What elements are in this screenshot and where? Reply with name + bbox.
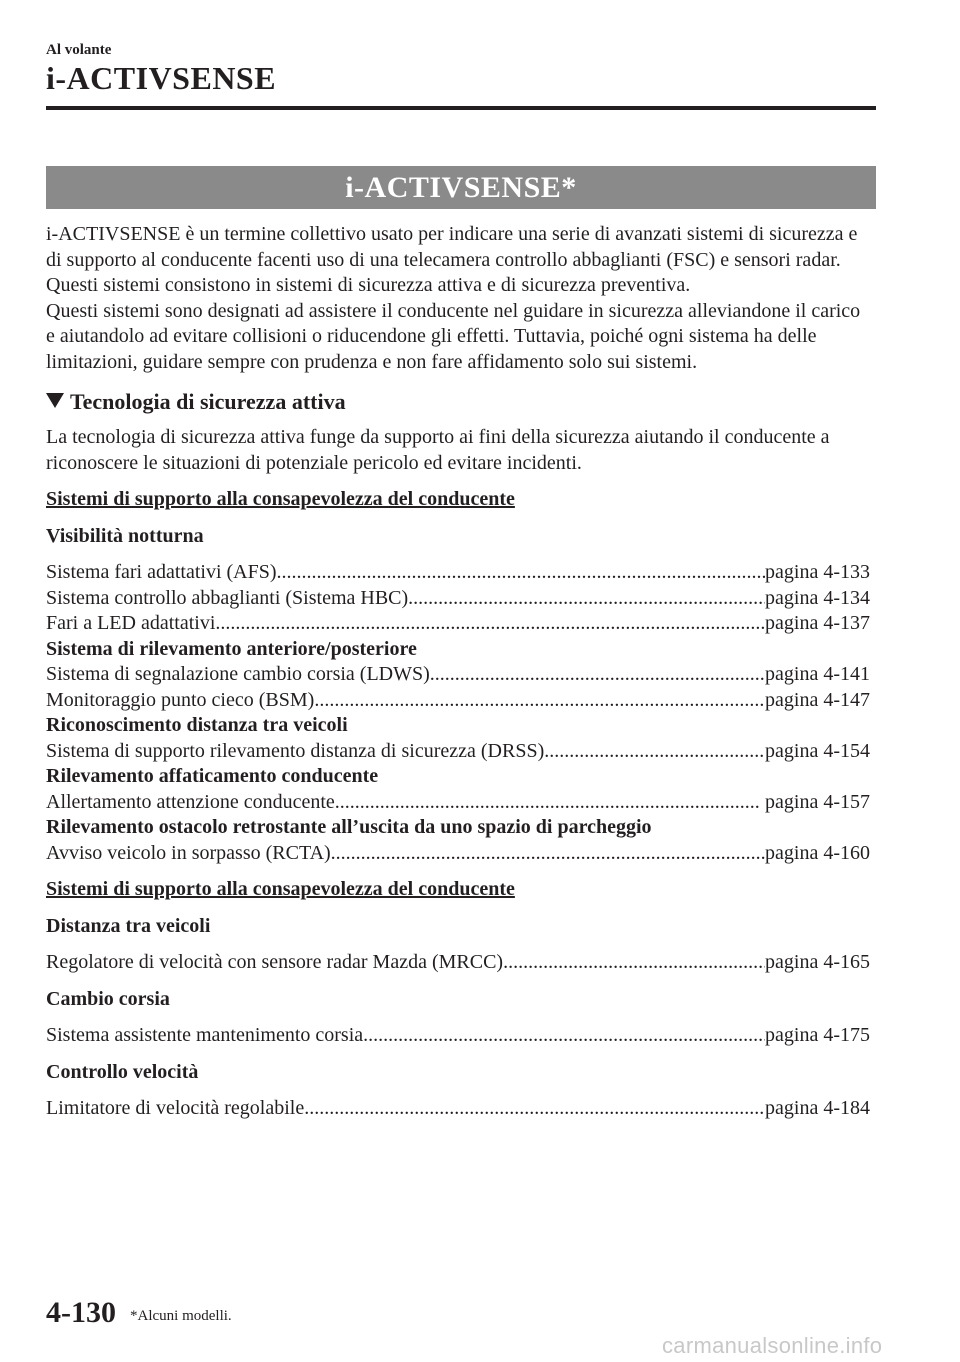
toc-entry[interactable] <box>46 1023 870 1049</box>
lane-change-heading: Cambio corsia <box>46 987 170 1010</box>
intro-paragraph-2: Questi sistemi sono designati ad assistere il conducente nel guidare in sicurezza alleviandone il carico e aiutandolo ad evitare collisioni o riducendone gli effetti. Tuttavia, poiché ogni sistema ha delle limitazioni, guidare sempre con prudenza e non fare affidamento solo sui sistemi. <box>46 299 861 373</box>
toc-entry-label: Sistema di supporto rilevamento distanza di sicurezza (DRSS) <box>46 739 545 762</box>
toc-entry-label: Fari a LED adattativi <box>46 612 216 634</box>
toc-entry-page: pagina 4-157 <box>760 790 870 813</box>
vehicle-distance-heading: Distanza tra veicoli <box>46 914 211 937</box>
toc-entry-label: Sistema di segnalazione cambio corsia (LDWS) <box>46 663 430 685</box>
toc-leader-dots <box>430 662 765 688</box>
watermark: carmanualsonline.info <box>662 1333 883 1358</box>
distance-recognition-heading: Riconoscimento distanza tra veicoli <box>46 714 348 736</box>
visibility-heading: Visibilità notturna <box>46 524 204 547</box>
toc-leader-dots <box>304 1096 765 1122</box>
speed-control-heading: Controllo velocità <box>46 1060 199 1083</box>
toc-entry-page: pagina 4-160 <box>765 841 870 864</box>
toc-entry-label: Sistema assistente mantenimento corsia <box>46 1024 364 1046</box>
toc-entry[interactable] <box>46 611 870 637</box>
toc-entry[interactable] <box>46 739 870 765</box>
toc-entry-label: Avviso veicolo in sorpasso (RCTA) <box>46 841 331 864</box>
toc-entry-page: pagina 4-154 <box>765 739 870 762</box>
toc-entry-page: pagina 4-147 <box>765 688 870 711</box>
toc-entry[interactable] <box>46 560 870 586</box>
toc-entry[interactable] <box>46 790 870 816</box>
toc-entry-label: Sistema fari adattativi (AFS) <box>46 561 277 583</box>
toc-entry-page: pagina 4-175 <box>765 1024 870 1046</box>
toc-entry-label: Regolatore di velocità con sensore radar Mazda (MRCC) <box>46 951 504 973</box>
toc-entry-page: pagina 4-137 <box>765 612 870 634</box>
footer-note: *Alcuni modelli. <box>130 1308 232 1324</box>
section-banner: i-ACTIVSENSE* <box>46 166 876 209</box>
group1-title: Sistemi di supporto alla consapevolezza del conducente <box>46 488 515 510</box>
toc-entry[interactable] <box>46 1096 870 1122</box>
page-content <box>46 222 870 1122</box>
toc-leader-dots <box>363 1023 765 1049</box>
subsection-heading <box>46 387 870 417</box>
header-title: i-ACTIVSENSE <box>46 60 277 96</box>
toc-entry-page: pagina 4-165 <box>765 951 870 973</box>
obstacle-heading: Rilevamento ostacolo retrostante all’uscita da uno spazio di parcheggio <box>46 816 652 838</box>
footer-page-number: 4-130 <box>46 1296 116 1329</box>
toc-entry[interactable] <box>46 662 870 688</box>
toc-entry-page: pagina 4-133 <box>765 561 870 583</box>
header-rule <box>46 106 876 110</box>
toc-entry[interactable] <box>46 586 870 612</box>
toc-entry-label: Monitoraggio punto cieco (BSM) <box>46 688 315 711</box>
subsection-heading-text: Tecnologia di sicurezza attiva <box>70 389 346 414</box>
toc-leader-dots <box>331 841 765 867</box>
toc-entry[interactable] <box>46 841 870 867</box>
toc-entry-page: pagina 4-134 <box>765 586 870 609</box>
toc-leader-dots <box>544 739 765 765</box>
toc-entry-page: pagina 4-184 <box>765 1097 870 1119</box>
subsection-paragraph: La tecnologia di sicurezza attiva funge da supporto ai fini della sicurezza aiutando il conducente a riconoscere le situazioni di potenziale pericolo ed evitare incidenti. <box>46 426 830 474</box>
toc-leader-dots <box>314 688 765 714</box>
toc-entry-label: Allertamento attenzione conducente <box>46 790 335 813</box>
toc-entry-label: Limitatore di velocità regolabile <box>46 1097 305 1119</box>
toc-entry-page: pagina 4-141 <box>765 663 870 685</box>
intro-paragraph-1: i-ACTIVSENSE è un termine collettivo usato per indicare una serie di avanzati sistemi di sicurezza e di supporto al conducente facenti uso di una telecamera controllo abbaglianti (FSC) e sensori radar. Questi sistemi consistono in sistemi di sicurezza attiva e di sicurezza preventiva. <box>46 223 858 296</box>
toc-leader-dots <box>503 950 765 976</box>
toc-leader-dots <box>335 790 760 816</box>
toc-leader-dots <box>277 560 766 586</box>
triangle-down-icon <box>46 393 64 408</box>
toc-leader-dots <box>408 586 765 612</box>
toc-entry-label: Sistema controllo abbaglianti (Sistema HBC) <box>46 586 409 609</box>
detection-heading: Sistema di rilevamento anteriore/posteriore <box>46 637 417 660</box>
toc-entry[interactable] <box>46 950 870 976</box>
header-section-label: Al volante <box>46 42 112 58</box>
fatigue-heading: Rilevamento affaticamento conducente <box>46 765 379 787</box>
toc-entry[interactable] <box>46 688 870 714</box>
toc-leader-dots <box>215 611 765 637</box>
group2-title: Sistemi di supporto alla consapevolezza del conducente <box>46 878 515 900</box>
